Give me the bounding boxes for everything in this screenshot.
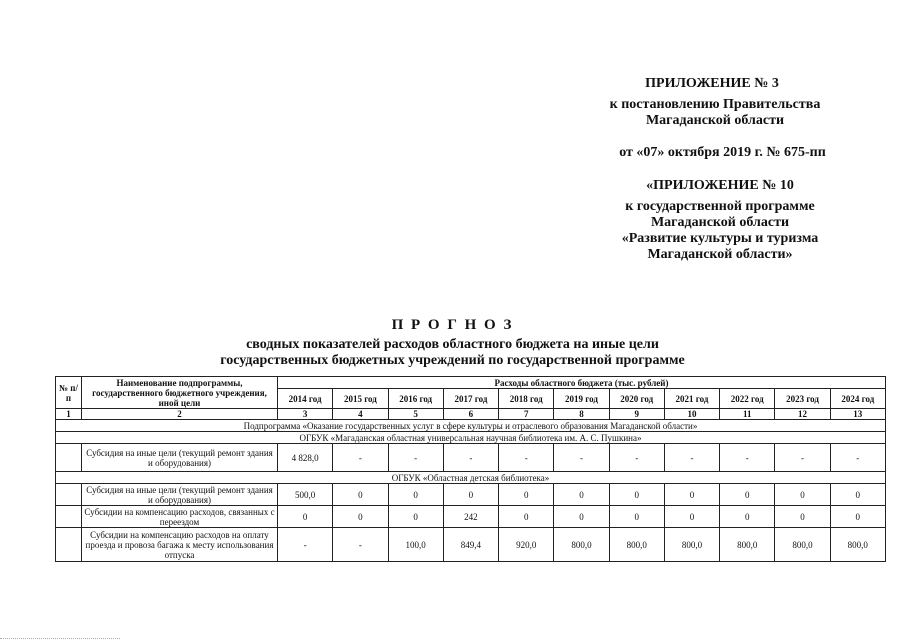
appendix10-line2: Магаданской области: [650, 215, 790, 230]
expense-value: -: [443, 444, 498, 472]
year-header: 2018 год: [499, 389, 554, 409]
year-header: 2021 год: [664, 389, 719, 409]
expense-value: 0: [499, 484, 554, 506]
org-row-pushkin-library: ОГБУК «Магаданская областная универсальная научная библиотека им. А. С. Пушкина»: [56, 432, 886, 444]
forecast-subtitle-1: сводных показателей расходов областного бюджета на иные цели: [246, 337, 659, 352]
year-header: 2019 год: [554, 389, 609, 409]
expense-value: 4 828,0: [278, 444, 333, 472]
year-header: 2023 год: [775, 389, 830, 409]
expense-value: 800,0: [720, 528, 775, 562]
expense-value: 0: [830, 484, 885, 506]
expense-value: 242: [443, 506, 498, 528]
expense-value: -: [720, 444, 775, 472]
expense-value: 500,0: [278, 484, 333, 506]
expense-value: 0: [664, 484, 719, 506]
header-name: Наименование подпрограммы, государственного бюджетного учреждения, иной цели: [82, 377, 278, 409]
expense-value: 0: [609, 484, 664, 506]
year-header: 2016 год: [388, 389, 443, 409]
expense-value: 0: [333, 506, 388, 528]
expense-value: 800,0: [775, 528, 830, 562]
expense-value: 849,4: [443, 528, 498, 562]
purpose-name: Субсидия на иные цели (текущий ремонт здания и оборудования): [82, 444, 278, 472]
forecast-subtitle-2: государственных бюджетных учреждений по государственной программе: [220, 353, 685, 368]
expense-value: 800,0: [664, 528, 719, 562]
expense-value: -: [664, 444, 719, 472]
expense-value: -: [333, 528, 388, 562]
appendix10-line3: «Развитие культуры и туризма: [621, 231, 819, 246]
expense-value: 0: [333, 484, 388, 506]
subprogram-row: Подпрограмма «Оказание государственных услуг в сфере культуры и отраслевого образования Магаданской области»: [56, 420, 886, 432]
column-index: 9: [609, 409, 664, 420]
year-header: 2024 год: [830, 389, 885, 409]
expense-value: -: [775, 444, 830, 472]
purpose-name: Субсидии на компенсацию расходов, связанных с переездом: [82, 506, 278, 528]
expense-value: 0: [554, 484, 609, 506]
expense-value: 800,0: [609, 528, 664, 562]
expense-value: 920,0: [499, 528, 554, 562]
expense-value: 0: [499, 506, 554, 528]
column-index: 12: [775, 409, 830, 420]
expense-value: 0: [664, 506, 719, 528]
row-number: [56, 444, 82, 472]
column-index: 3: [278, 409, 333, 420]
column-index: 5: [388, 409, 443, 420]
header-no: № п/п: [56, 377, 82, 409]
column-index: 6: [443, 409, 498, 420]
expense-value: 0: [609, 506, 664, 528]
row-number: [56, 528, 82, 562]
appendix10-title: «ПРИЛОЖЕНИЕ № 10: [646, 178, 794, 193]
expense-value: -: [499, 444, 554, 472]
column-index: 4: [333, 409, 388, 420]
forecast-title: П Р О Г Н О З: [391, 317, 514, 333]
year-header: 2015 год: [333, 389, 388, 409]
expense-value: 0: [720, 484, 775, 506]
appendix-date: от «07» октября 2019 г. № 675-пп: [619, 145, 826, 160]
row-number: [56, 484, 82, 506]
year-header: 2017 год: [443, 389, 498, 409]
expense-value: -: [278, 528, 333, 562]
column-index: 8: [554, 409, 609, 420]
expense-value: 0: [775, 506, 830, 528]
expense-value: -: [333, 444, 388, 472]
expense-value: 0: [554, 506, 609, 528]
purpose-name: Субсидии на компенсацию расходов на оплату проезда и провоза багажа к месту использования отпуска: [82, 528, 278, 562]
table-row: [56, 444, 886, 472]
purpose-name: Субсидия на иные цели (текущий ремонт здания и оборудования): [82, 484, 278, 506]
expense-value: 0: [775, 484, 830, 506]
appendix-line1: к постановлению Правительства: [609, 97, 821, 112]
expense-value: 0: [720, 506, 775, 528]
expense-value: 0: [443, 484, 498, 506]
expense-value: 800,0: [830, 528, 885, 562]
expense-value: -: [609, 444, 664, 472]
year-header: 2014 год: [278, 389, 333, 409]
table-row: [56, 484, 886, 506]
row-number: [56, 506, 82, 528]
appendix-title: ПРИЛОЖЕНИЕ № 3: [645, 76, 779, 91]
expense-value: -: [554, 444, 609, 472]
expense-value: 0: [278, 506, 333, 528]
appendix-line2: Магаданской области: [645, 113, 785, 128]
expense-value: -: [388, 444, 443, 472]
column-index: 2: [82, 409, 278, 420]
column-index: 10: [664, 409, 719, 420]
expense-value: -: [830, 444, 885, 472]
appendix10-line4: Магаданской области»: [647, 247, 793, 262]
table-row: [56, 528, 886, 562]
year-header: 2022 год: [720, 389, 775, 409]
column-index: 11: [720, 409, 775, 420]
expense-value: 800,0: [554, 528, 609, 562]
expense-value: 0: [388, 506, 443, 528]
org-row-children-library: ОГБУК «Областная детская библиотека»: [56, 472, 886, 484]
header-budget: Расходы областного бюджета (тыс. рублей): [278, 377, 886, 389]
expense-value: 0: [830, 506, 885, 528]
expense-value: 0: [388, 484, 443, 506]
year-header: 2020 год: [609, 389, 664, 409]
table-row: [56, 506, 886, 528]
expense-forecast-table: [55, 376, 886, 562]
expense-value: 100,0: [388, 528, 443, 562]
column-index: 13: [830, 409, 885, 420]
appendix10-line1: к государственной программе: [625, 199, 815, 214]
column-index: 1: [56, 409, 82, 420]
column-index: 7: [499, 409, 554, 420]
